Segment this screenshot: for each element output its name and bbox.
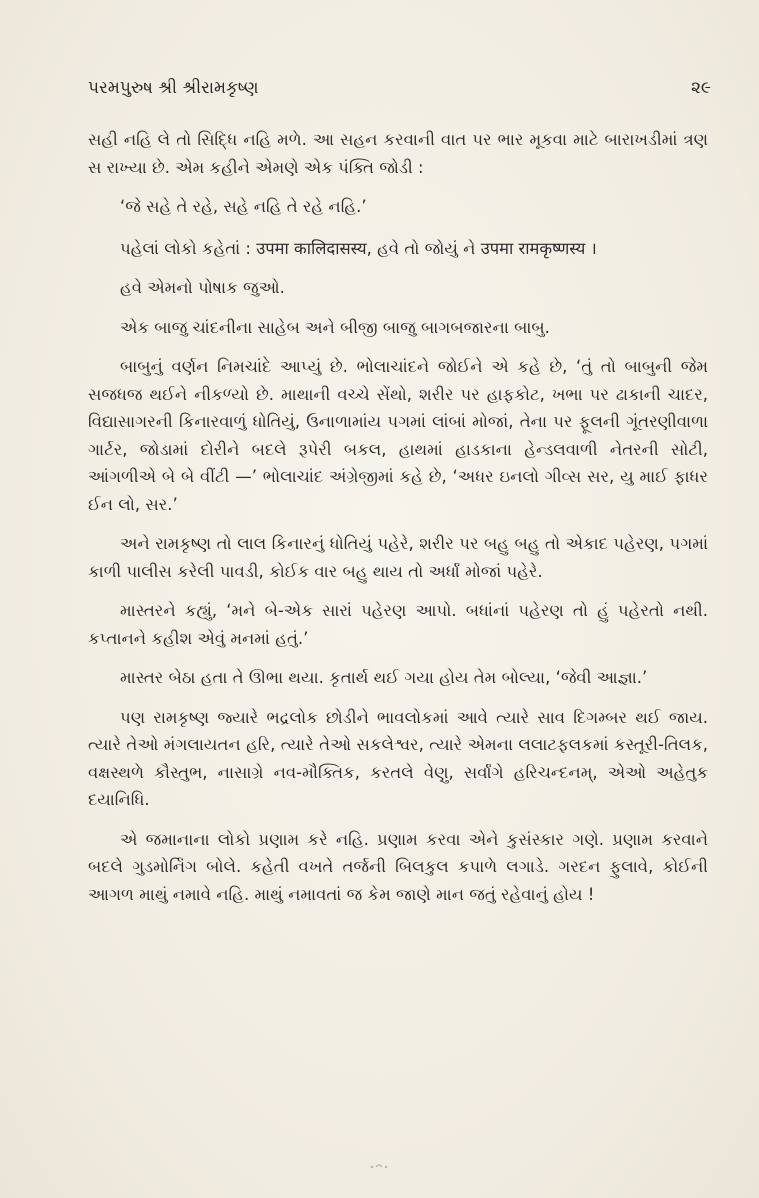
paragraph: અને રામકૃષ્ણ તો લાલ કિનારનું ધોતિયું પહેરે, શરીર પર બહુ બહુ તો એકાદ પહેરણ, પગમાં કાળી પાલીસ કરેલી પાવડી, કોઈક વાર બહુ થાય તો અર્ધાં મોજાં પહેરે. [88,534,708,581]
paragraph: એક બાજુ ચાંદનીના સાહેબ અને બીજી બાજુ બાગબજારના બાબુ. [120,317,550,337]
paragraph: હવે એમનો પોષાક જુઓ. [120,278,285,297]
page-body [88,126,708,920]
paragraph-continued: સહી નહિ લે તો સિદ્ધિ નહિ મળે. આ સહન કરવાની વાત પર ભાર મૂકવા માટે બારાખડીમાં ત્રણ સ રાખ્યા છે. એમ કહીને એમણે એક પંક્તિ જોડી : [88,130,708,177]
paragraph: એ જમાનાના લોકો પ્રણામ કરે નહિ. પ્રણામ કરવા એને કુસંસ્કાર ગણે. પ્રણામ કરવાને બદલે ગુડમોર્નિંગ બોલે. કહેતી વખતે તર્જની બિલકુલ કપાળે લગાડે. ગરદન ફુલાવે, કોઈની આગળ માથું નમાવે નહિ. માથું નમાવતાં જ કેમ જાણે માન જતું રહેવાનું હોય ! [88,829,708,904]
paragraph: બાબુનું વર્ણન નિમચાંદે આપ્યું છે. ભોલાચાંદને જોઈને એ કહે છે, ‘તું તો બાબુની જેમ સજધજ થઈને નીકળ્યો છે. માથાની વચ્ચે સેંથો, શરીર પર હાફકોટ, ખભા પર ઢાકાની ચાદર, વિદ્યાસાગરની કિનારવાળું ધોતિયું, ઉનાળામાંય પગમાં લાંબાં મોજાં, તેના પર ફૂલની ગૂંતરણીવાળા ગાર્ટર, જોડામાં દોરીને બદલે રૂપેરી બકલ, હાથમાં હાડકાના હેન્ડલવાળી નેતરની સોટી, આંગળીએ બે બે વીંટી —’ ભોલાચાંદ અંગ્રેજીમાં કહે છે, ‘અધર ઇનલો ગીવ્સ સર, યુ માઈ ફાધર ઈન લો, સર.’ [88,357,708,514]
printer-ornament-icon [368,1162,390,1170]
paragraph: માસ્તર બેઠા હતા તે ઊભા થયા. કૃતાર્થ થઈ ગયા હોય તેમ બોલ્યા, ‘જેવી આજ્ઞા.’ [120,668,648,687]
paragraph: પહેલાં લોકો કહેતાં : उपमा कालिदासस्य, હવે તો જોયું ને उपमा रामकृष्णस्य । [120,238,597,258]
running-head [88,78,711,98]
paragraph: પણ રામકૃષ્ણ જ્યારે ભદ્રલોક છોડીને ભાવલોકમાં આવે ત્યારે સાવ દિગમ્બર થઈ જાય. ત્યારે તેઓ મંગલાયતન હરિ, ત્યારે તેઓ સકલેશ્વર, ત્યારે એમના લલાટફલકમાં કસ્તૂરી-તિલક, વક્ષસ્થળે કૌસ્તુભ, નાસાગ્રે નવ-મૌક્તિક, કરતલે વેણુ, સર્વાંગે હરિચન્દનમ્, એઓ અહેતુક દયાનિધિ. [88,707,708,809]
paragraph: માસ્તરને કહ્યું, ‘મને બે-એક સારાં પહેરણ આપો. બધાંનાં પહેરણ તો હું પહેરતો નથી. કપ્તાનને કહીશ એવું મનમાં હતું.’ [88,601,708,648]
verse-quote: ‘જે સહે તે રહે, સહે નહિ તે રહે નહિ.’ [120,197,367,216]
running-title: પરમપુરુષ શ્રી શ્રીરામકૃષ્ણ [88,78,259,98]
page-number: ૨૯ [690,78,711,98]
